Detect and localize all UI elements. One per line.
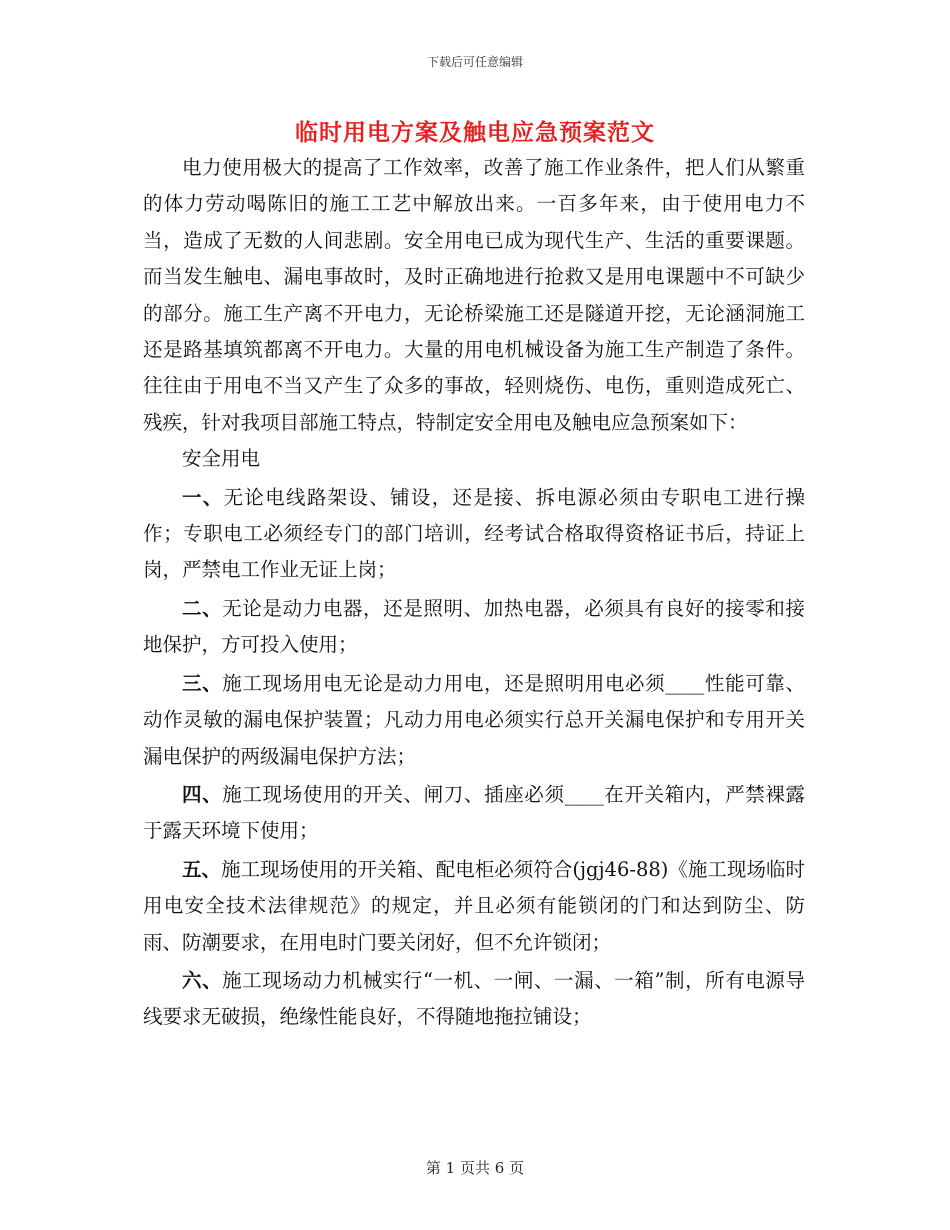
rule-item-5 bbox=[143, 852, 805, 961]
rule-number: 四、 bbox=[182, 782, 223, 806]
rule-number: 一、 bbox=[182, 485, 224, 509]
rule-text: 施工现场使用的开关、闸刀、插座必须____在开关箱内，严禁裸露于露天环境下使用； bbox=[143, 782, 805, 843]
rule-item-2 bbox=[143, 591, 805, 664]
document-body bbox=[143, 150, 805, 1036]
rule-number: 六、 bbox=[182, 968, 223, 992]
section-heading: 安全用电 bbox=[182, 447, 261, 471]
rule-item-3 bbox=[143, 666, 805, 775]
rule-text: 无论电线路架设、铺设，还是接、拆电源必须由专职电工进行操作；专职电工必须经专门的部门培训，经考试合格取得资格证书后，持证上岗，严禁电工作业无证上岗； bbox=[143, 485, 805, 582]
rule-text: 施工现场用电无论是动力用电，还是照明用电必须____性能可靠、动作灵敏的漏电保护装置；凡动力用电必须实行总开关漏电保护和专用开关漏电保护的两级漏电保护方法； bbox=[143, 671, 805, 768]
rule-number: 五、 bbox=[182, 857, 222, 881]
rule-text: 施工现场使用的开关箱、配电柜必须符合(jgj46-88)《施工现场临时用电安全技术法律规范》的规定，并且必须有能锁闭的门和达到防尘、防雨、防潮要求，在用电时门要关闭好，但不允许锁闭； bbox=[143, 857, 805, 954]
rule-text: 无论是动力电器，还是照明、加热电器，必须具有良好的接零和接地保护，方可投入使用； bbox=[143, 596, 805, 657]
rule-item-4 bbox=[143, 777, 805, 850]
page-header: 下载后可任意编辑 bbox=[426, 55, 523, 69]
intro-paragraph: 电力使用极大的提高了工作效率，改善了施工作业条件，把人们从繁重的体力劳动喝陈旧的施工工艺中解放出来。一百多年来，由于使用电力不当，造成了无数的人间悲剧。安全用电已成为现代生产、生活的重要课题。而当发生触电、漏电事故时，及时正确地进行抢救又是用电课题中不可缺少的部分。施工生产离不开电力，无论桥梁施工还是隧道开挖，无论涵洞施工还是路基填筑都离不开电力。大量的用电机械设备为施工生产制造了条件。往往由于用电不当又产生了众多的事故，轻则烧伤、电伤，重则造成死亡、残疾，针对我项目部施工特点，特制定安全用电及触电应急预案如下： bbox=[143, 156, 805, 434]
rule-number: 二、 bbox=[182, 596, 223, 620]
rule-item-1 bbox=[143, 480, 805, 589]
page-footer: 第 1 页共 6 页 bbox=[425, 1159, 525, 1177]
rule-number: 三、 bbox=[182, 671, 223, 695]
document-title: 临时用电方案及触电应急预案范文 bbox=[295, 119, 655, 146]
rule-text: 施工现场动力机械实行“一机、一闸、一漏、一箱”制，所有电源导线要求无破损，绝缘性能良好，不得随地拖拉铺设； bbox=[143, 968, 805, 1029]
rule-item-6 bbox=[143, 963, 805, 1036]
